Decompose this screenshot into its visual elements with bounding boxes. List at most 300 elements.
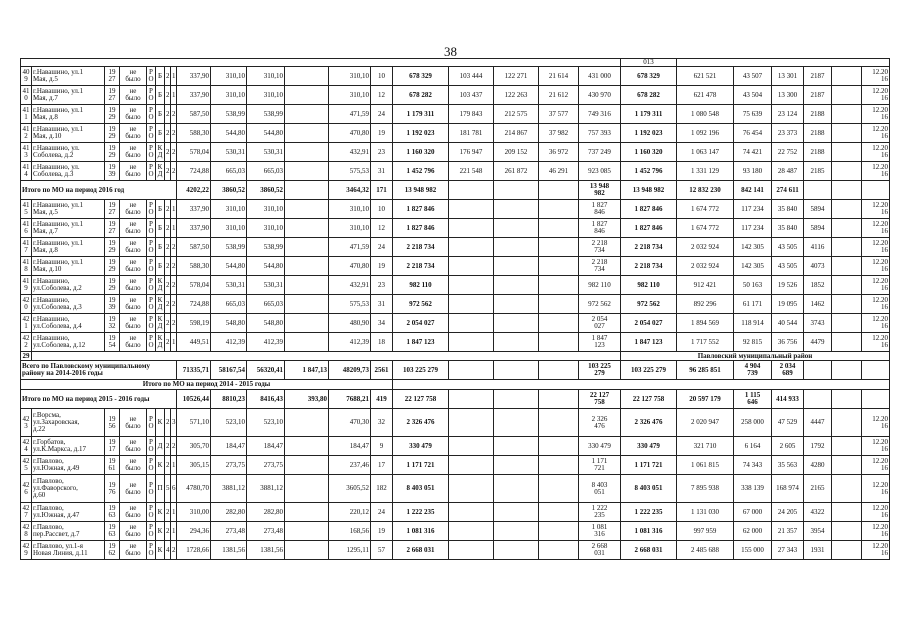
source-region-cell: 117 234 xyxy=(734,200,772,219)
area-nonresidential-cell xyxy=(285,67,329,86)
source-region-cell: 74 421 xyxy=(734,143,772,162)
area-nonresidential-cell xyxy=(285,162,329,181)
deadline-cell: 12.20 16 xyxy=(862,257,890,276)
area-owners-cell: 1295,11 xyxy=(329,541,371,560)
cost-total-cell: 2 054 027 xyxy=(393,314,449,333)
total-source-fund: 96 285 851 xyxy=(677,361,734,380)
heritage-cell: не было xyxy=(120,437,147,456)
residents-cell: 57 xyxy=(371,541,393,560)
cost-part3-cell xyxy=(539,200,579,219)
area-total-cell: 4780,70 xyxy=(177,475,211,503)
address-cell: г.Навашино, ул.1 Мая, д.7 xyxy=(32,86,105,105)
residents-cell: 24 xyxy=(371,105,393,124)
cost-part1-cell xyxy=(449,409,494,437)
cost-part2-cell xyxy=(494,475,539,503)
source-fund-cell: 321 710 xyxy=(677,437,734,456)
area-owners-cell: 3605,52 xyxy=(329,475,371,503)
total-source-fund: 12 832 230 xyxy=(677,181,734,200)
type-cell: К xyxy=(156,522,165,541)
material-cell: Р О xyxy=(147,522,156,541)
total-area-residential: 3860,52 xyxy=(247,181,285,200)
cost-total-cell: 1 081 316 xyxy=(393,522,449,541)
address-cell: г.Навашино, ул. Соболева, д.3 xyxy=(32,162,105,181)
area-premises-cell: 310,10 xyxy=(211,86,247,105)
area-total-cell: 578,04 xyxy=(177,143,211,162)
table-row xyxy=(21,409,890,437)
area-nonresidential-cell xyxy=(285,219,329,238)
row-number: 42 7 xyxy=(21,503,32,522)
total-area-owners: 3464,32 xyxy=(329,181,371,200)
row-number: 41 5 xyxy=(21,200,32,219)
year-cell: 19 63 xyxy=(105,522,120,541)
entrances-cell: 1 xyxy=(171,333,177,352)
cost-part2-cell: 122 271 xyxy=(494,67,539,86)
year-cell: 19 63 xyxy=(105,503,120,522)
cost-part1-cell: 181 781 xyxy=(449,124,494,143)
total-unit-cost xyxy=(804,361,832,380)
area-residential-cell: 665,03 xyxy=(247,295,285,314)
table-row xyxy=(21,143,890,162)
type-cell: К Д xyxy=(156,276,165,295)
limit-cell xyxy=(832,437,862,456)
source-total-cell: 2 326 476 xyxy=(621,409,677,437)
cost-total-cell: 2 326 476 xyxy=(393,409,449,437)
source-region-cell: 43 504 xyxy=(734,86,772,105)
material-cell: Р О xyxy=(147,456,156,475)
area-residential-cell: 282,80 xyxy=(247,503,285,522)
row-number: 41 8 xyxy=(21,257,32,276)
area-nonresidential-cell xyxy=(285,522,329,541)
cost-part3-cell xyxy=(539,541,579,560)
area-nonresidential-cell xyxy=(285,409,329,437)
address-cell: г.Павлово, ул.Фаворского, д.60 xyxy=(32,475,105,503)
deadline-cell: 12.20 16 xyxy=(862,105,890,124)
cost-part4-cell: 8 403 051 xyxy=(579,475,621,503)
entrances-cell: 2 xyxy=(171,238,177,257)
table-row xyxy=(21,503,890,522)
deadline-cell: 12.20 16 xyxy=(862,295,890,314)
address-cell: г.Навашино, ул.1 Мая, д.8 xyxy=(32,238,105,257)
cost-part2-cell xyxy=(494,200,539,219)
row-number: 42 6 xyxy=(21,475,32,503)
heritage-cell: не было xyxy=(120,105,147,124)
area-residential-cell: 273,48 xyxy=(247,522,285,541)
source-total-cell: 1 171 721 xyxy=(621,456,677,475)
source-region-cell: 75 639 xyxy=(734,105,772,124)
floors-cell: 4 xyxy=(165,541,171,560)
year-cell: 19 17 xyxy=(105,437,120,456)
cost-total-cell: 982 110 xyxy=(393,276,449,295)
area-owners-cell: 237,46 xyxy=(329,456,371,475)
total-area-total: 10526,44 xyxy=(177,390,211,409)
cost-part1-cell xyxy=(449,200,494,219)
cost-part3-cell: 36 972 xyxy=(539,143,579,162)
source-region-cell: 74 343 xyxy=(734,456,772,475)
source-region-cell: 142 305 xyxy=(734,238,772,257)
area-residential-cell: 310,10 xyxy=(247,86,285,105)
area-premises-cell: 273,48 xyxy=(211,522,247,541)
unit-cost-cell: 3954 xyxy=(804,522,832,541)
floors-cell: 2 xyxy=(165,503,171,522)
row-number: 42 0 xyxy=(21,295,32,314)
limit-cell xyxy=(832,219,862,238)
limit-cell xyxy=(832,409,862,437)
table-row xyxy=(21,314,890,333)
entrances-cell: 2 xyxy=(171,276,177,295)
header-code-row xyxy=(21,59,890,67)
source-fund-cell: 621 478 xyxy=(677,86,734,105)
cost-total-cell: 8 403 051 xyxy=(393,475,449,503)
period-row xyxy=(21,380,890,390)
address-cell: г.Павлово, ул.1-я Новая Линия, д.11 xyxy=(32,541,105,560)
source-fund-cell: 2 020 947 xyxy=(677,409,734,437)
source-total-cell: 1 222 235 xyxy=(621,503,677,522)
address-cell: г.Ворсма, ул.Захаровская, д.22 xyxy=(32,409,105,437)
address-cell: г.Горбатов, ул.К.Маркса, д.17 xyxy=(32,437,105,456)
area-nonresidential-cell xyxy=(285,257,329,276)
unit-cost-cell: 1792 xyxy=(804,437,832,456)
table-row xyxy=(21,333,890,352)
area-nonresidential-cell xyxy=(285,437,329,456)
total-deadline xyxy=(862,390,890,409)
total-part4: 13 948 982 xyxy=(579,181,621,200)
type-cell: К xyxy=(156,503,165,522)
total-part3 xyxy=(539,361,579,380)
area-total-cell: 337,90 xyxy=(177,200,211,219)
total-unit-cost xyxy=(804,181,832,200)
source-total-cell: 1 827 846 xyxy=(621,219,677,238)
area-owners-cell: 310,10 xyxy=(329,67,371,86)
limit-cell xyxy=(832,105,862,124)
area-residential-cell: 310,10 xyxy=(247,67,285,86)
source-local-cell: 13 300 xyxy=(772,86,804,105)
residents-cell: 10 xyxy=(371,200,393,219)
source-region-cell: 258 000 xyxy=(734,409,772,437)
address-cell: г.Навашино, ул.1 Мая, д.10 xyxy=(32,124,105,143)
unit-cost-cell: 2187 xyxy=(804,67,832,86)
cost-part3-cell: 46 291 xyxy=(539,162,579,181)
limit-cell xyxy=(832,238,862,257)
heritage-cell: не было xyxy=(120,333,147,352)
cost-part2-cell: 212 575 xyxy=(494,105,539,124)
year-cell: 19 56 xyxy=(105,409,120,437)
cost-part1-cell: 103 444 xyxy=(449,67,494,86)
area-owners-cell: 471,59 xyxy=(329,238,371,257)
source-local-cell: 28 487 xyxy=(772,162,804,181)
cost-part2-cell xyxy=(494,456,539,475)
area-nonresidential-cell xyxy=(285,105,329,124)
unit-cost-cell: 4280 xyxy=(804,456,832,475)
cost-total-cell: 1 847 123 xyxy=(393,333,449,352)
area-owners-cell: 575,53 xyxy=(329,162,371,181)
area-owners-cell: 575,53 xyxy=(329,295,371,314)
cost-part1-cell xyxy=(449,314,494,333)
heritage-cell: не было xyxy=(120,162,147,181)
address-cell: г.Навашино, ул. Соболева, д.2 xyxy=(32,143,105,162)
cost-part3-cell: 37 982 xyxy=(539,124,579,143)
area-total-cell: 337,90 xyxy=(177,219,211,238)
cost-part2-cell xyxy=(494,219,539,238)
year-cell: 19 27 xyxy=(105,200,120,219)
source-fund-cell: 1 092 196 xyxy=(677,124,734,143)
area-residential-cell: 310,10 xyxy=(247,219,285,238)
limit-cell xyxy=(832,475,862,503)
type-cell: Б xyxy=(156,200,165,219)
total-part1 xyxy=(449,390,494,409)
material-cell: Р О xyxy=(147,105,156,124)
cost-part4-cell: 2 218 734 xyxy=(579,238,621,257)
total-area-total: 71335,71 xyxy=(177,361,211,380)
cost-part4-cell: 757 393 xyxy=(579,124,621,143)
area-nonresidential-cell xyxy=(285,503,329,522)
area-residential-cell: 273,75 xyxy=(247,456,285,475)
cost-part3-cell xyxy=(539,333,579,352)
cost-total-cell: 2 668 031 xyxy=(393,541,449,560)
cost-total-cell: 1 827 846 xyxy=(393,219,449,238)
cost-part4-cell: 923 085 xyxy=(579,162,621,181)
row-number: 42 1 xyxy=(21,314,32,333)
floors-cell: 2 xyxy=(165,456,171,475)
cost-total-cell: 330 479 xyxy=(393,437,449,456)
residents-cell: 9 xyxy=(371,437,393,456)
source-local-cell: 27 343 xyxy=(772,541,804,560)
table-row xyxy=(21,86,890,105)
area-residential-cell: 523,10 xyxy=(247,409,285,437)
area-residential-cell: 530,31 xyxy=(247,143,285,162)
unit-cost-cell: 4447 xyxy=(804,409,832,437)
area-residential-cell: 3881,12 xyxy=(247,475,285,503)
total-part3 xyxy=(539,181,579,200)
source-region-cell: 142 305 xyxy=(734,257,772,276)
source-local-cell: 168 974 xyxy=(772,475,804,503)
row-number: 42 4 xyxy=(21,437,32,456)
floors-cell: 2 xyxy=(165,86,171,105)
residents-cell: 182 xyxy=(371,475,393,503)
row-number: 41 6 xyxy=(21,219,32,238)
heritage-cell: не было xyxy=(120,200,147,219)
source-total-cell: 1 827 846 xyxy=(621,200,677,219)
residents-cell: 31 xyxy=(371,162,393,181)
area-nonresidential-cell xyxy=(285,124,329,143)
cost-part3-cell xyxy=(539,475,579,503)
row-number: 41 9 xyxy=(21,276,32,295)
source-fund-cell: 1 674 772 xyxy=(677,200,734,219)
source-region-cell: 117 234 xyxy=(734,219,772,238)
material-cell: Р О xyxy=(147,475,156,503)
cost-total-cell: 678 282 xyxy=(393,86,449,105)
cost-part1-cell xyxy=(449,541,494,560)
total-part4: 22 127 758 xyxy=(579,390,621,409)
area-owners-cell: 480,90 xyxy=(329,314,371,333)
cost-part3-cell xyxy=(539,257,579,276)
cost-total-cell: 1 452 796 xyxy=(393,162,449,181)
residents-cell: 24 xyxy=(371,503,393,522)
table-row xyxy=(21,522,890,541)
unit-cost-cell: 2185 xyxy=(804,162,832,181)
cost-part2-cell xyxy=(494,238,539,257)
year-cell: 19 27 xyxy=(105,67,120,86)
row-number: 41 2 xyxy=(21,124,32,143)
floors-cell: 2 xyxy=(165,333,171,352)
material-cell: Р О xyxy=(147,124,156,143)
source-total-cell: 330 479 xyxy=(621,437,677,456)
area-premises-cell: 544,80 xyxy=(211,257,247,276)
source-total-cell: 1 847 123 xyxy=(621,333,677,352)
material-cell: Р О xyxy=(147,276,156,295)
source-total-cell: 2 218 734 xyxy=(621,257,677,276)
address-cell: г.Навашино, ул.1 Мая, д.8 xyxy=(32,105,105,124)
table-row xyxy=(21,541,890,560)
total-source-total: 103 225 279 xyxy=(621,361,677,380)
limit-cell xyxy=(832,67,862,86)
area-residential-cell: 544,80 xyxy=(247,257,285,276)
cost-part1-cell xyxy=(449,238,494,257)
address-cell: г.Навашино, ул.1 Мая, д.5 xyxy=(32,67,105,86)
unit-cost-cell: 1852 xyxy=(804,276,832,295)
area-owners-cell: 184,47 xyxy=(329,437,371,456)
cost-part4-cell: 749 316 xyxy=(579,105,621,124)
floors-cell: 2 xyxy=(165,143,171,162)
area-nonresidential-cell xyxy=(285,200,329,219)
deadline-cell: 12.20 16 xyxy=(862,67,890,86)
source-total-cell: 2 054 027 xyxy=(621,314,677,333)
limit-cell xyxy=(832,257,862,276)
source-fund-cell: 1 674 772 xyxy=(677,219,734,238)
area-residential-cell: 538,99 xyxy=(247,105,285,124)
total-area-nonresidential: 1 847,13 xyxy=(285,361,329,380)
total-source-region: 842 141 xyxy=(734,181,772,200)
area-premises-cell: 530,31 xyxy=(211,143,247,162)
area-nonresidential-cell xyxy=(285,475,329,503)
source-fund-cell: 2 032 924 xyxy=(677,257,734,276)
residents-cell: 34 xyxy=(371,314,393,333)
entrances-cell: 1 xyxy=(171,522,177,541)
table-row xyxy=(21,219,890,238)
address-cell: г.Навашино, ул.1 Мая, д.10 xyxy=(32,257,105,276)
unit-cost-cell: 2188 xyxy=(804,105,832,124)
area-residential-cell: 538,99 xyxy=(247,238,285,257)
row-number: 41 1 xyxy=(21,105,32,124)
area-premises-cell: 310,10 xyxy=(211,219,247,238)
cost-part3-cell xyxy=(539,522,579,541)
cost-total-cell: 2 218 734 xyxy=(393,257,449,276)
entrances-cell: 2 xyxy=(171,143,177,162)
grand-total-row xyxy=(21,361,890,380)
limit-cell xyxy=(832,541,862,560)
cost-part1-cell: 221 548 xyxy=(449,162,494,181)
capital-repair-table xyxy=(20,58,890,560)
material-cell: Р О xyxy=(147,238,156,257)
area-owners-cell: 470,80 xyxy=(329,257,371,276)
entrances-cell: 2 xyxy=(171,257,177,276)
cost-total-cell: 1 192 023 xyxy=(393,124,449,143)
limit-cell xyxy=(832,86,862,105)
unit-cost-cell: 2188 xyxy=(804,124,832,143)
source-local-cell: 19 526 xyxy=(772,276,804,295)
area-owners-cell: 310,10 xyxy=(329,219,371,238)
type-cell: Б xyxy=(156,105,165,124)
total-limit xyxy=(832,390,862,409)
row-number: 42 2 xyxy=(21,333,32,352)
area-premises-cell: 523,10 xyxy=(211,409,247,437)
deadline-cell: 12.20 16 xyxy=(862,200,890,219)
area-total-cell: 449,51 xyxy=(177,333,211,352)
floors-cell: 2 xyxy=(165,238,171,257)
year-cell: 19 29 xyxy=(105,124,120,143)
heritage-cell: не было xyxy=(120,456,147,475)
cost-total-cell: 1 179 311 xyxy=(393,105,449,124)
source-total-cell: 8 403 051 xyxy=(621,475,677,503)
total-part4: 103 225 279 xyxy=(579,361,621,380)
section-title: Павловский муниципальный район xyxy=(621,352,890,361)
cost-total-cell: 1 222 235 xyxy=(393,503,449,522)
entrances-cell: 2 xyxy=(171,105,177,124)
cost-part4-cell: 2 326 476 xyxy=(579,409,621,437)
residents-cell: 31 xyxy=(371,295,393,314)
cost-part4-cell: 1 847 123 xyxy=(579,333,621,352)
area-owners-cell: 470,80 xyxy=(329,124,371,143)
row-number: 42 9 xyxy=(21,541,32,560)
total-limit xyxy=(832,361,862,380)
source-fund-cell: 621 521 xyxy=(677,67,734,86)
floors-cell: 2 xyxy=(165,67,171,86)
period-label: Итого по МО на период 2014 - 2015 годы xyxy=(21,380,393,390)
area-owners-cell: 168,56 xyxy=(329,522,371,541)
area-total-cell: 1728,66 xyxy=(177,541,211,560)
floors-cell: 2 xyxy=(165,219,171,238)
address-cell: г.Павлово, ул.Южная, д.47 xyxy=(32,503,105,522)
heritage-cell: не было xyxy=(120,503,147,522)
area-total-cell: 588,30 xyxy=(177,257,211,276)
deadline-cell: 12.20 16 xyxy=(862,437,890,456)
cost-part2-cell xyxy=(494,276,539,295)
total-area-premises: 3860,52 xyxy=(211,181,247,200)
type-cell: К xyxy=(156,456,165,475)
cost-part1-cell xyxy=(449,456,494,475)
floors-cell: 2 xyxy=(165,437,171,456)
entrances-cell: 1 xyxy=(171,200,177,219)
material-cell: Р О xyxy=(147,333,156,352)
unit-cost-cell: 4073 xyxy=(804,257,832,276)
source-local-cell: 35 840 xyxy=(772,219,804,238)
heritage-cell: не было xyxy=(120,314,147,333)
address-cell: г.Навашино, ул.Соболева, д.12 xyxy=(32,333,105,352)
cost-part4-cell: 1 827 846 xyxy=(579,219,621,238)
source-local-cell: 43 505 xyxy=(772,257,804,276)
source-fund-cell: 1 080 548 xyxy=(677,105,734,124)
table-row xyxy=(21,105,890,124)
address-cell: г.Павлово, пер.Рассвет, д.7 xyxy=(32,522,105,541)
area-nonresidential-cell xyxy=(285,238,329,257)
deadline-cell: 12.20 16 xyxy=(862,143,890,162)
period-spacer xyxy=(393,380,890,390)
area-owners-cell: 470,30 xyxy=(329,409,371,437)
type-cell: К Д xyxy=(156,162,165,181)
heritage-cell: не было xyxy=(120,143,147,162)
heritage-cell: не было xyxy=(120,276,147,295)
heritage-cell: не было xyxy=(120,257,147,276)
floors-cell: 2 xyxy=(165,105,171,124)
section-spacer xyxy=(32,352,621,361)
source-region-cell: 43 507 xyxy=(734,67,772,86)
deadline-cell: 12.20 16 xyxy=(862,276,890,295)
cost-part3-cell xyxy=(539,437,579,456)
deadline-cell: 12.20 16 xyxy=(862,541,890,560)
cost-part1-cell xyxy=(449,437,494,456)
unit-cost-cell: 5894 xyxy=(804,200,832,219)
entrances-cell: 2 xyxy=(171,314,177,333)
material-cell: Р О xyxy=(147,503,156,522)
